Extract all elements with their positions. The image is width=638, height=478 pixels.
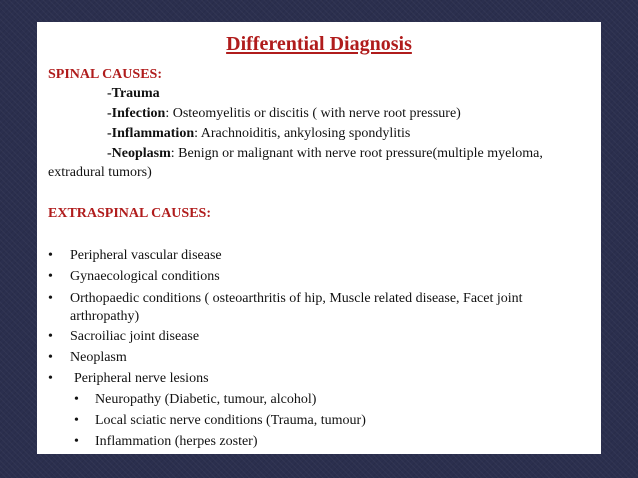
sub-list-item [74, 411, 366, 430]
list-item [48, 246, 222, 265]
spinal-item-label: -Inflammation [107, 126, 195, 141]
spinal-item-label: -Infection [107, 106, 166, 121]
bullet-symbol: • [48, 350, 53, 365]
list-item [48, 369, 209, 388]
bullet-symbol: • [48, 269, 53, 284]
list-item-text: Orthopaedic conditions ( osteoarthritis of hip, Muscle related disease, Facet joint [70, 291, 523, 306]
list-item-text: Sacroiliac joint disease [70, 329, 200, 344]
spinal-item-detail: : Benign or malignant with nerve root pressure(multiple myeloma, [170, 146, 543, 161]
bullet-symbol: • [48, 248, 53, 263]
list-item [48, 327, 200, 346]
list-item-text: arthropathy) [70, 309, 140, 324]
spinal-neoplasm-continuation: extradural tumors) [48, 165, 152, 180]
spinal-item-trauma [107, 84, 160, 103]
bullet-symbol: • [48, 291, 53, 306]
sub-list-item [74, 390, 317, 409]
bullet-symbol: • [48, 371, 53, 386]
extraspinal-causes-heading: EXTRASPINAL CAUSES: [48, 206, 211, 221]
bullet-symbol: • [74, 434, 79, 449]
sub-list-item [74, 432, 258, 451]
list-item [48, 267, 220, 286]
spinal-item-inflammation [107, 124, 410, 143]
spinal-item-infection [107, 104, 461, 123]
spinal-causes-heading: SPINAL CAUSES: [48, 67, 162, 82]
bullet-symbol: • [48, 329, 53, 344]
list-item-text: Peripheral nerve lesions [74, 371, 209, 386]
list-item-text: Neoplasm [70, 350, 127, 365]
spinal-item-detail: : Arachnoiditis, ankylosing spondylitis [194, 126, 411, 141]
sub-list-item-text: Local sciatic nerve conditions (Trauma, tumour) [95, 413, 366, 428]
list-item-text: Gynaecological conditions [70, 269, 220, 284]
bullet-symbol: • [74, 392, 79, 407]
list-item-text: Peripheral vascular disease [70, 248, 222, 263]
spinal-item-label: -Trauma [107, 86, 160, 101]
list-item [48, 289, 523, 308]
spinal-item-neoplasm [107, 144, 543, 163]
spinal-item-label: -Neoplasm [107, 146, 171, 161]
bullet-symbol: • [74, 413, 79, 428]
slide-title: Differential Diagnosis [226, 33, 412, 55]
list-item [48, 348, 127, 367]
sub-list-item-text: Inflammation (herpes zoster) [95, 434, 258, 449]
sub-list-item-text: Neuropathy (Diabetic, tumour, alcohol) [95, 392, 317, 407]
slide [37, 22, 601, 454]
spinal-item-detail: : Osteomyelitis or discitis ( with nerve root pressure) [165, 106, 461, 121]
